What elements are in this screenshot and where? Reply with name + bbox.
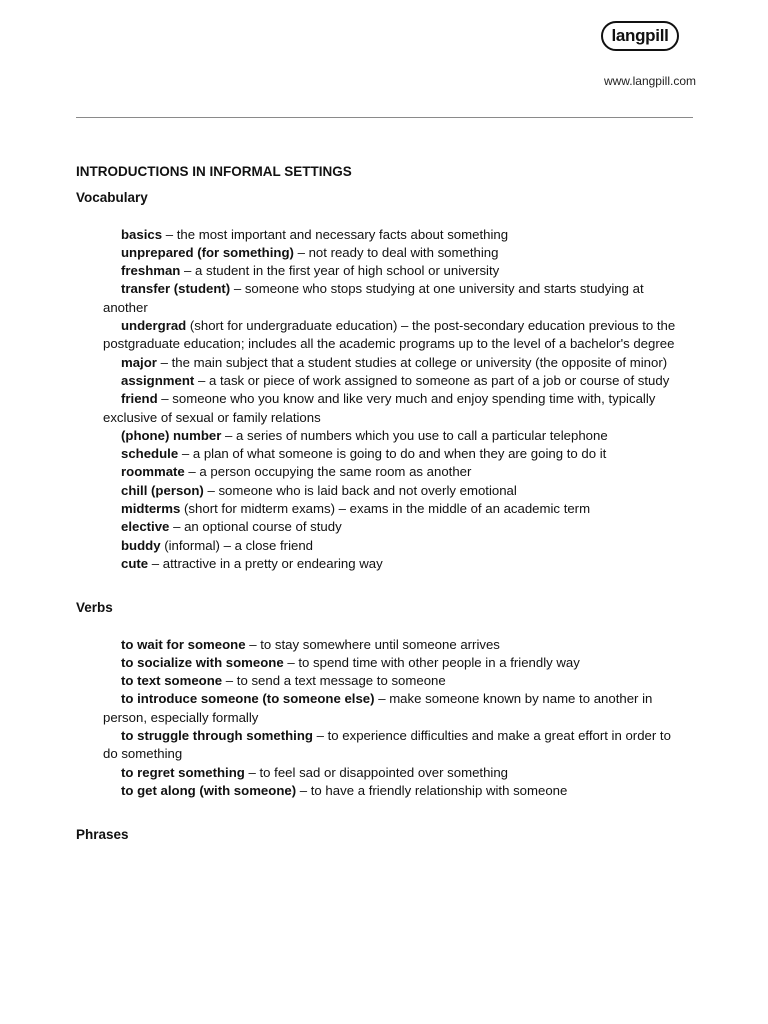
- entry-definition: – to feel sad or disappointed over something: [244, 764, 509, 780]
- entry-term: to introduce someone (to someone else): [121, 691, 375, 707]
- glossary-entry: [103, 244, 686, 262]
- entry-definition: – to have a friendly relationship with someone: [296, 782, 568, 798]
- glossary-entry: [103, 500, 686, 518]
- entry-definition: – to send a text message to someone: [222, 673, 446, 689]
- entry-term: chill (person): [121, 482, 204, 498]
- glossary-entry: [103, 690, 686, 727]
- entry-definition: – someone who you know and like very much and enjoy spending time with, typically exclusive of sexual or family relations: [103, 391, 656, 425]
- document-body: [76, 163, 686, 845]
- glossary-entry: [103, 518, 686, 536]
- entry-term: to struggle through something: [121, 728, 313, 744]
- glossary-entry: [103, 636, 686, 654]
- entry-term: buddy: [121, 537, 161, 553]
- vocabulary-list: [76, 226, 686, 574]
- entry-definition: – someone who is laid back and not overly emotional: [203, 482, 517, 498]
- glossary-entry: [103, 354, 686, 372]
- entry-definition: – a series of numbers which you use to call a particular telephone: [221, 427, 608, 443]
- document-title: INTRODUCTIONS IN INFORMAL SETTINGS: [76, 164, 352, 179]
- glossary-entry: [103, 463, 686, 481]
- glossary-entry: [103, 764, 686, 782]
- glossary-entry: [103, 445, 686, 463]
- entry-term: roommate: [121, 464, 185, 480]
- entry-definition: – an optional course of study: [169, 519, 342, 535]
- verbs-list: [76, 636, 686, 801]
- glossary-entry: [103, 672, 686, 690]
- glossary-entry: [103, 482, 686, 500]
- entry-term: transfer (student): [121, 281, 231, 297]
- entry-definition: – make someone known by name to another in person, especially formally: [103, 691, 653, 725]
- verbs-heading: Verbs: [76, 600, 113, 616]
- entry-definition: – someone who stops studying at one university and starts studying at another: [103, 281, 644, 315]
- entry-definition: – to stay somewhere until someone arrives: [245, 636, 500, 652]
- glossary-entry: [103, 782, 686, 800]
- entry-term: elective: [121, 519, 170, 535]
- entry-definition: – not ready to deal with something: [293, 244, 499, 260]
- glossary-entry: [103, 555, 686, 573]
- vocabulary-heading: Vocabulary: [76, 190, 148, 206]
- entry-definition: – to experience difficulties and make a great effort in order to do something: [103, 728, 671, 762]
- glossary-entry: [103, 654, 686, 672]
- glossary-entry: [103, 390, 686, 427]
- entry-term: to get along (with someone): [121, 782, 297, 798]
- entry-definition: – a student in the first year of high school or university: [180, 263, 500, 279]
- entry-term: (phone) number: [121, 427, 222, 443]
- glossary-entry: [103, 372, 686, 390]
- phrases-heading: Phrases: [76, 827, 129, 843]
- entry-definition: (short for midterm exams) – exams in the middle of an academic term: [180, 501, 591, 517]
- entry-definition: – the main subject that a student studies at college or university (the opposite of minor): [156, 354, 668, 370]
- entry-term: basics: [121, 226, 163, 242]
- langpill-logo: langpill: [601, 21, 679, 51]
- glossary-entry: [103, 427, 686, 445]
- entry-definition: – attractive in a pretty or endearing way: [148, 555, 383, 571]
- entry-term: unprepared (for something): [121, 244, 294, 260]
- glossary-entry: [103, 262, 686, 280]
- entry-term: friend: [121, 391, 158, 407]
- glossary-entry: [103, 226, 686, 244]
- glossary-entry: [103, 280, 686, 317]
- entry-term: assignment: [121, 372, 195, 388]
- entry-term: cute: [121, 555, 149, 571]
- entry-term: midterms: [121, 501, 181, 517]
- entry-term: freshman: [121, 263, 181, 279]
- entry-definition: – a plan of what someone is going to do and when they are going to do it: [178, 446, 607, 462]
- entry-definition: – a person occupying the same room as another: [184, 464, 472, 480]
- glossary-entry: [103, 317, 686, 354]
- entry-definition: – to spend time with other people in a friendly way: [283, 654, 580, 670]
- glossary-entry: [103, 537, 686, 555]
- header-divider: [76, 117, 693, 118]
- entry-definition: (short for undergraduate education) – the post-secondary education previous to the postgraduate education; includes all the academic programs up to the level of a bachelor's degree: [103, 318, 676, 352]
- entry-term: schedule: [121, 446, 179, 462]
- entry-term: to regret something: [121, 764, 245, 780]
- entry-definition: – the most important and necessary facts about something: [162, 226, 509, 242]
- entry-definition: – a task or piece of work assigned to someone as part of a job or course of study: [194, 372, 670, 388]
- entry-term: to text someone: [121, 673, 223, 689]
- website-url: www.langpill.com: [603, 74, 696, 88]
- entry-term: to socialize with someone: [121, 654, 284, 670]
- entry-definition: (informal) – a close friend: [160, 537, 314, 553]
- entry-term: to wait for someone: [121, 636, 246, 652]
- entry-term: major: [121, 354, 157, 370]
- glossary-entry: [103, 727, 686, 764]
- entry-term: undergrad: [121, 318, 187, 334]
